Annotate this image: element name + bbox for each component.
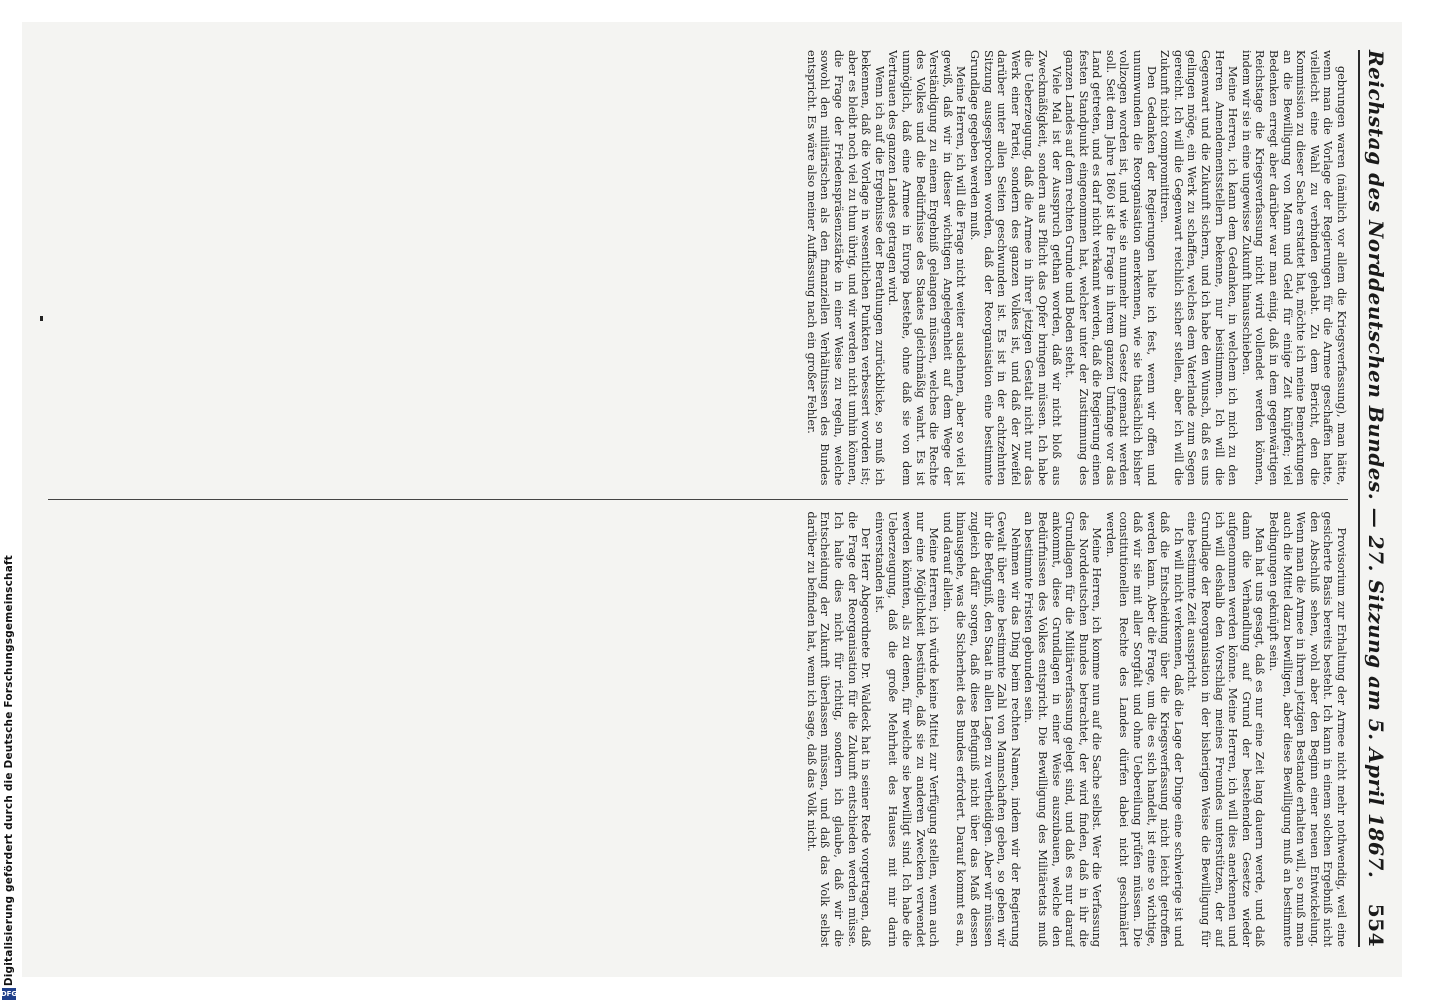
right-column bbox=[48, 512, 1348, 948]
paragraph: Wenn ich auf die Ergebnisse der Berathungen zurückblicke, so muß ich bekennen, daß die Vorlage in wesentlichen Punkten verbessert worden ist; aber es bleibt noch viel zu thun übrig, und wir werden nicht umhin können, die Frage der Friedenspräsenzstärke in einer Weise zu regeln, welche sowohl den militärischen als den finanziellen Verhältnissen des Bundes entspricht. Es wäre also meiner Auffassung nach ein großer Fehler. bbox=[804, 50, 886, 486]
paragraph: Nehmen wir das Ding beim rechten Namen, indem wir der Regierung Gewalt über eine bestimmte Zahl von Mannschaften geben, so geben wir ihr die Befugniß, den Staat in allen Lagen zu vertheidigen. Aber wir müssen zugleich dafür sorgen, daß diese Befugniß nicht über das Maß dessen hinausgehe, was die Sicherheit des Bundes erfordert. Darauf kommt es an, und darauf allein. bbox=[940, 511, 1022, 947]
column-divider bbox=[48, 499, 1348, 500]
paragraph: Meine Herren, ich würde keine Mittel zur Verfügung stellen, wenn auch nur eine Möglichkeit bestünde, daß sie zu anderen Zwecken verwendet werden könnten, als zu denen, für welche sie bewilligt sind. Ich habe die Ueberzeugung, daß die große Mehrheit des Hauses mit mir darin einverstanden ist. bbox=[872, 511, 941, 947]
left-column bbox=[48, 50, 1348, 486]
paragraph: Man hat uns gesagt, daß es nur eine Zeit lang dauern werde, und daß dann die Verhandlung auf Grund der bestehenden Gesetze wieder aufgenommen werden könne. Meine Herren, ich will dies anerkennen und ich will deshalb den Vorschlag meines Freundes unterstützen, der auf Grundlage der Reorganisation in der bisherigen Weise die Bewilligung für eine bestimmte Zeit ausspricht. bbox=[1185, 511, 1267, 947]
page-number: 554 bbox=[1364, 903, 1388, 947]
header-title: Reichstag des Norddeutschen Bundes. — 27. Sitzung am 5. April 1867. bbox=[1364, 50, 1388, 879]
rotated-page bbox=[22, 22, 1402, 977]
dfg-logo: DFG bbox=[0, 990, 18, 998]
paragraph: Ich will nicht verkennen, daß die Lage der Dinge eine schwierige ist und daß die Entscheidung über die Kriegsverfassung nicht leicht getroffen werden kann. Aber die Frage, um die es sich handelt, ist eine so wichtige, daß wir sie mit aller Sorgfalt und ohne Uebereilung prüfen müssen. Die constitutionellen Rechte des Landes dürfen dabei nicht geschmälert werden. bbox=[1103, 511, 1185, 947]
page-header bbox=[1358, 50, 1388, 947]
paragraph: Provisorium zur Erhaltung der Armee nicht mehr nothwendig, weil eine gesicherte Basis bereits besteht. Ich kann in einem solchen Ergebniß nicht den Abschluß sehen, wohl aber den Beginn einer neuen Entwickelung. Wenn man die Armee in ihrem jetzigen Bestande erhalten will, so muß man auch die Mittel dazu bewilligen, aber diese Bewilligung muß an bestimmte Bedingungen geknüpft sein. bbox=[1267, 511, 1348, 947]
paragraph: gebrungen waren (nämlich vor allem die Kriegsverfassung), man hätte, wenn man die Vorlage der Regierungen für die Armee geschaffen hatte, vielleicht eine Wahl zu verbinden gehabt. Zu dem Bericht, den die Kommission zu dieser Sache erstattet hat, möchte ich meine Bemerkungen an die Bewilligung von Mann und Geld für einige Zeit knüpfen; viel Bedenken erregt aber darüber war man einig, daß in dem gegenwärtigen Reichstage die Kriegsverfassung nicht wird vollendet werden können, indem wir sie in eine ungewisse Zukunft hinausschieben. bbox=[1239, 50, 1348, 486]
paragraph: Meine Herren, ich komme nun auf die Sache selbst. Wer die Verfassung des Norddeutschen Bundes betrachtet, der wird finden, daß in ihr die Grundlagen für die Militärverfassung gelegt sind, und daß es nur darauf ankommt, diese Grundlagen in einer Weise auszubauen, welche den Bedürfnissen des Volkes entspricht. Die Bewilligung des Militäretats muß an bestimmte Fristen gebunden sein. bbox=[1022, 511, 1104, 947]
paragraph: Viele Mal ist der Ausspruch gethan worden, daß wir nicht bloß aus Zweckmäßigkeit, sondern aus Pflicht das Opfer bringen müssen. Ich habe die Ueberzeugung, daß die Armee in ihrer jetzigen Gestalt nicht nur das Werk einer Partei, sondern des ganzen Volkes ist, und daß der Zweifel darüber unter allen Seiten geschwunden ist. Es ist in der achtzehnten Sitzung ausgesprochen worden, daß der Reorganisation eine bestimmte Grundlage gegeben werden muß. bbox=[967, 50, 1063, 486]
text-columns bbox=[48, 50, 1348, 947]
margin-mark bbox=[40, 316, 43, 321]
scanned-page bbox=[22, 22, 1402, 977]
digitization-credit: Digitalisierung gefördert durch die Deutsche Forschungsgemeinschaft bbox=[3, 554, 15, 986]
paragraph: Den Gedanken der Regierungen halte ich fest, wenn wir offen und unumwunden die Reorganisation anerkennen, wie sie thatsächlich bisher vollzogen worden ist, und wie sie nunmehr zum Gesetz gemacht werden soll. Seit dem Jahre 1860 ist die Frage in ihrem ganzen Umfange vor das Land getreten, und es darf nicht verkannt werden, daß die Regierung einen festen Standpunkt eingenommen hat, welcher unter der Zustimmung des ganzen Landes auf dem rechten Grunde und Boden steht. bbox=[1063, 50, 1158, 486]
paragraph: Der Herr Abgeordnete Dr. Waldeck hat in seiner Rede vorgetragen, daß die Frage der Reorganisation für die Zukunft entschieden werden müsse. Ich halte dies nicht für richtig, sondern ich glaube, daß wir die Entscheidung der Zukunft überlassen müssen, und daß das Volk selbst darüber zu befinden hat, wenn ich sage, daß das Volk nicht. bbox=[804, 511, 873, 947]
paragraph: Meine Herren, ich kann dem Gedanken, in welchem ich mich zu den Herren Amendementsstellern bekenne, nur beistimmen. Ich will die Gegenwart und die Zukunft sichern, und ich habe den Wunsch, daß es uns gelingen möge, ein Werk zu schaffen, welches dem Vaterlande zum Segen gereicht. Ich will die Gegenwart reichlich sicher stellen, aber ich will die Zukunft nicht compromittiren. bbox=[1158, 50, 1240, 486]
paragraph: Meine Herren, ich will die Frage nicht weiter ausdehnen, aber so viel ist gewiß, daß wir in dieser wichtigen Angelegenheit auf dem Wege der Verständigung zu einem Ergebniß gelangen müssen, welches die Rechte des Volkes und die Bedürfnisse des Staates gleichmäßig wahrt. Es ist unmöglich, daß eine Armee in Europa bestehe, ohne daß sie von dem Vertrauen des ganzen Landes getragen wird. bbox=[886, 50, 968, 486]
